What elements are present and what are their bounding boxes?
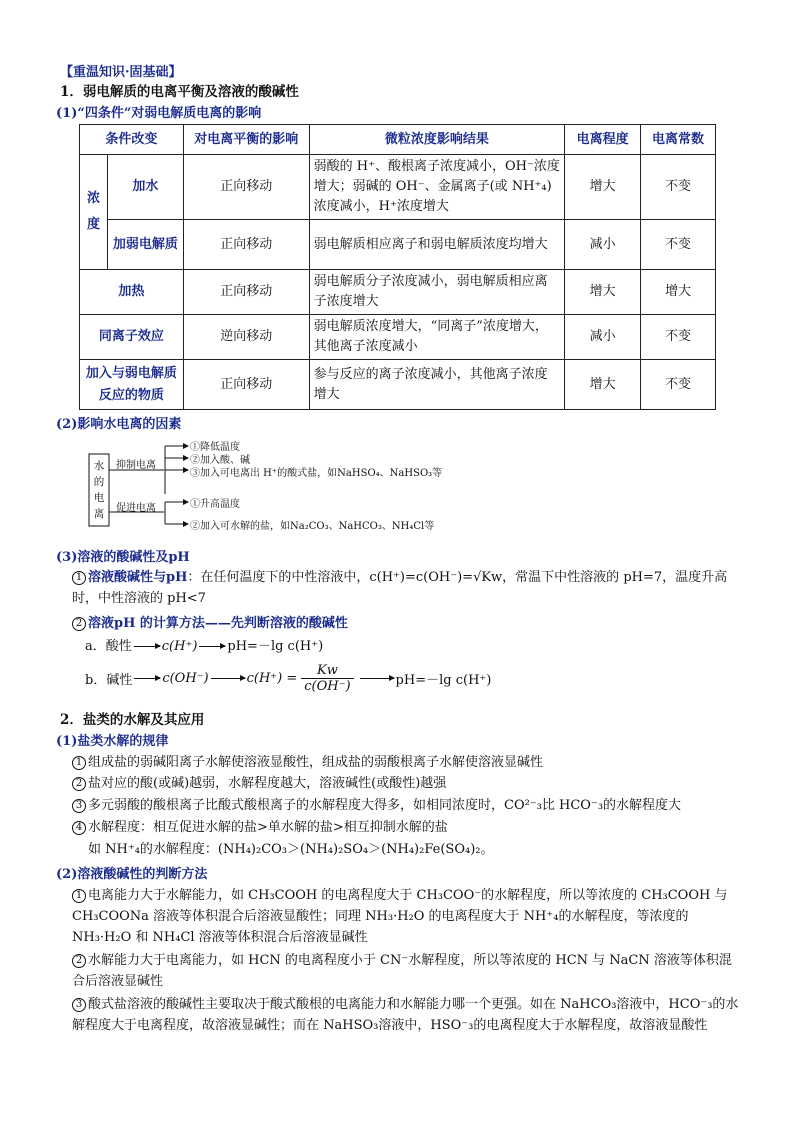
degree-cell: 增大 [565,270,641,315]
base-concentration: c(OH⁻) [162,670,209,686]
degree-cell: 减小 [565,220,641,270]
acid-ph: pH=－lg c(H⁺) [227,639,324,654]
ph-paragraph-1-text: ：在任何温度下的中性溶液中，c(H⁺)=c(OH⁻)=√Kw，常温下中性溶液的 pH=7，温度升高时，中性溶液的 pH<7 [72,570,728,606]
circled-number-3: 3 [72,998,86,1012]
subsection-2-2: (2)溶液酸碱性的判断方法 [56,867,208,882]
ph-paragraph-1-label: 溶液酸碱性与pH [88,570,188,585]
base-formula [85,659,491,697]
table-row [80,315,716,360]
section-2-title: 2．盐类的水解及其应用 [60,712,205,728]
method-text: 电离能力大于水解能力，如 CH₃COOH 的电离程度大于 CH₃COO⁻的水解程度，所以等浓度的 CH₃COOH 与 CH₃COONa 溶液等体积混合后溶液显酸性；同理 NH₃·H₂O 的电离程度大于 NH⁺₄的水解程度，等浓度的 NH₃·H₂O 和 NH₄Cl 溶液等体积混合后溶液显碱性 [72,888,728,945]
ionization-conditions-table [79,124,716,410]
constant-cell: 不变 [641,315,716,360]
circled-number-4: 4 [72,821,86,835]
result-cell: 弱电解质相应离子和弱电解质浓度均增大 [309,220,565,270]
circled-number-2: 2 [72,617,86,631]
hydrolysis-rule [72,795,742,816]
constant-cell: 增大 [641,270,716,315]
subsection-2-1: (1)盐类水解的规律 [56,734,169,749]
water-ionization-diagram [86,432,486,542]
subsection-1-3: (3)溶液的酸碱性及pH [56,550,190,565]
group-label-concentration: 浓度 [80,155,108,270]
circled-number-1: 1 [72,756,86,770]
condition-cell: 加弱电解质 [107,220,183,270]
result-cell: 弱电解质浓度增大，“同离子”浓度增大，其他离子浓度减小 [309,315,565,360]
table-row [80,155,716,220]
table-header-cell: 电离常数 [641,125,716,155]
base-ph: pH=－lg c(H⁺) [395,672,492,688]
hydrolysis-rule [72,817,742,838]
water-ionization-box-label: 水的电离 [93,460,105,520]
judgement-method [72,885,740,948]
arrow-icon [134,646,160,647]
promote-item: ②加入可水解的盐，如Na₂CO₃、NaHCO₃、NH₄Cl等 [190,521,435,532]
constant-cell: 不变 [641,360,716,410]
base-label: b．碱性 [85,672,133,688]
degree-cell: 增大 [565,360,641,410]
fraction-numerator: Kw [301,663,353,679]
arrow-icon [360,678,394,679]
promote-label: 促进电离 [116,503,156,514]
judgement-method [72,994,740,1036]
ph-paragraph-2 [72,613,742,634]
rule-text: 盐对应的酸(或碱)越弱，水解程度越大，溶液碱性(或酸性)越强 [88,776,447,791]
rule-text: 水解程度：相互促进水解的盐>单水解的盐>相互抑制水解的盐 [88,820,448,835]
condition-cell: 加入与弱电解质反应的物质 [80,360,184,410]
acid-concentration: c(H⁺) [161,639,198,654]
section-tag: 【重温知识·固基础】 [60,65,182,80]
table-header-cell: 对电离平衡的影响 [183,125,309,155]
rule-text: 多元弱酸的酸根离子比酸式酸根离子的水解程度大得多，如相同浓度时，CO²⁻₃比 HCO⁻₃的水解程度大 [88,798,682,813]
arrow-icon [199,646,225,647]
arrow-icon [211,678,245,679]
condition-cell: 同离子效应 [80,315,184,360]
constant-cell: 不变 [641,155,716,220]
table-header-cell: 微粒浓度影响结果 [309,125,565,155]
acid-formula [85,637,323,657]
effect-cell: 逆向移动 [183,315,309,360]
hydrolysis-rule [72,752,742,773]
subsection-1-2: (2)影响水电离的因素 [56,417,182,432]
degree-cell: 减小 [565,315,641,360]
method-text: 酸式盐溶液的酸碱性主要取决于酸式酸根的电离能力和水解能力哪一个更强。如在 NaHCO₃溶液中，HCO⁻₃的水解程度大于电离程度，故溶液显碱性；而在 NaHSO₃溶液中，HSO⁻₃的电离程度大于水解程度，故溶液显酸性 [72,997,739,1033]
hydrolysis-rule-example: 如 NH⁺₄的水解程度：(NH₄)₂CO₃＞(NH₄)₂SO₄＞(NH₄)₂Fe(SO₄)₂。 [88,842,494,857]
table-row [80,360,716,410]
condition-cell: 加水 [107,155,183,220]
circled-number-3: 3 [72,799,86,813]
effect-cell: 正向移动 [183,270,309,315]
inhibit-item: ②加入酸、碱 [190,455,250,466]
table-header-cell: 条件改变 [80,125,184,155]
ph-paragraph-1 [72,567,742,609]
judgement-method [72,950,740,992]
arrow-icon [134,678,160,679]
rule-text: 组成盐的弱碱阳离子水解使溶液显酸性，组成盐的弱酸根离子水解使溶液显碱性 [88,755,544,770]
inhibit-item: ③加入可电离出 H⁺的酸式盐，如NaHSO₄、NaHSO₃等 [190,468,443,479]
condition-cell: 加热 [80,270,184,315]
circled-number-2: 2 [72,777,86,791]
degree-cell: 增大 [565,155,641,220]
result-cell: 参与反应的离子浓度减小，其他离子浓度增大 [309,360,565,410]
circled-number-2: 2 [72,954,86,968]
result-cell: 弱电解质分子浓度减小，弱电解质相应离子浓度增大 [309,270,565,315]
effect-cell: 正向移动 [183,155,309,220]
ph-paragraph-2-label: 溶液pH 的计算方法——先判断溶液的酸碱性 [88,616,348,631]
effect-cell: 正向移动 [183,360,309,410]
method-text: 水解能力大于电离能力，如 HCN 的电离程度小于 CN⁻水解程度，所以等浓度的 HCN 与 NaCN 溶液等体积混合后溶液显碱性 [72,953,732,989]
table-row [80,270,716,315]
effect-cell: 正向移动 [183,220,309,270]
section-1-title: 1．弱电解质的电离平衡及溶液的酸碱性 [60,84,299,100]
kw-fraction [301,663,353,694]
constant-cell: 不变 [641,220,716,270]
circled-number-1: 1 [72,571,86,585]
acid-label: a．酸性 [85,639,132,654]
inhibit-item: ①降低温度 [190,442,240,453]
table-header-row [80,125,716,155]
base-h-concentration: c(H⁺) = [246,670,298,686]
subsection-1-1: (1)“四条件”对弱电解质电离的影响 [56,106,262,121]
table-row [80,220,716,270]
result-cell: 弱酸的 H⁺、酸根离子浓度减小，OH⁻浓度增大；弱碱的 OH⁻、金属离子(或 NH⁺₄)浓度减小，H⁺浓度增大 [309,155,565,220]
inhibit-label: 抑制电离 [116,460,156,471]
promote-item: ①升高温度 [190,499,240,510]
table-header-cell: 电离程度 [565,125,641,155]
circled-number-1: 1 [72,889,86,903]
hydrolysis-rule [72,773,742,794]
fraction-denominator: c(OH⁻) [304,678,351,694]
